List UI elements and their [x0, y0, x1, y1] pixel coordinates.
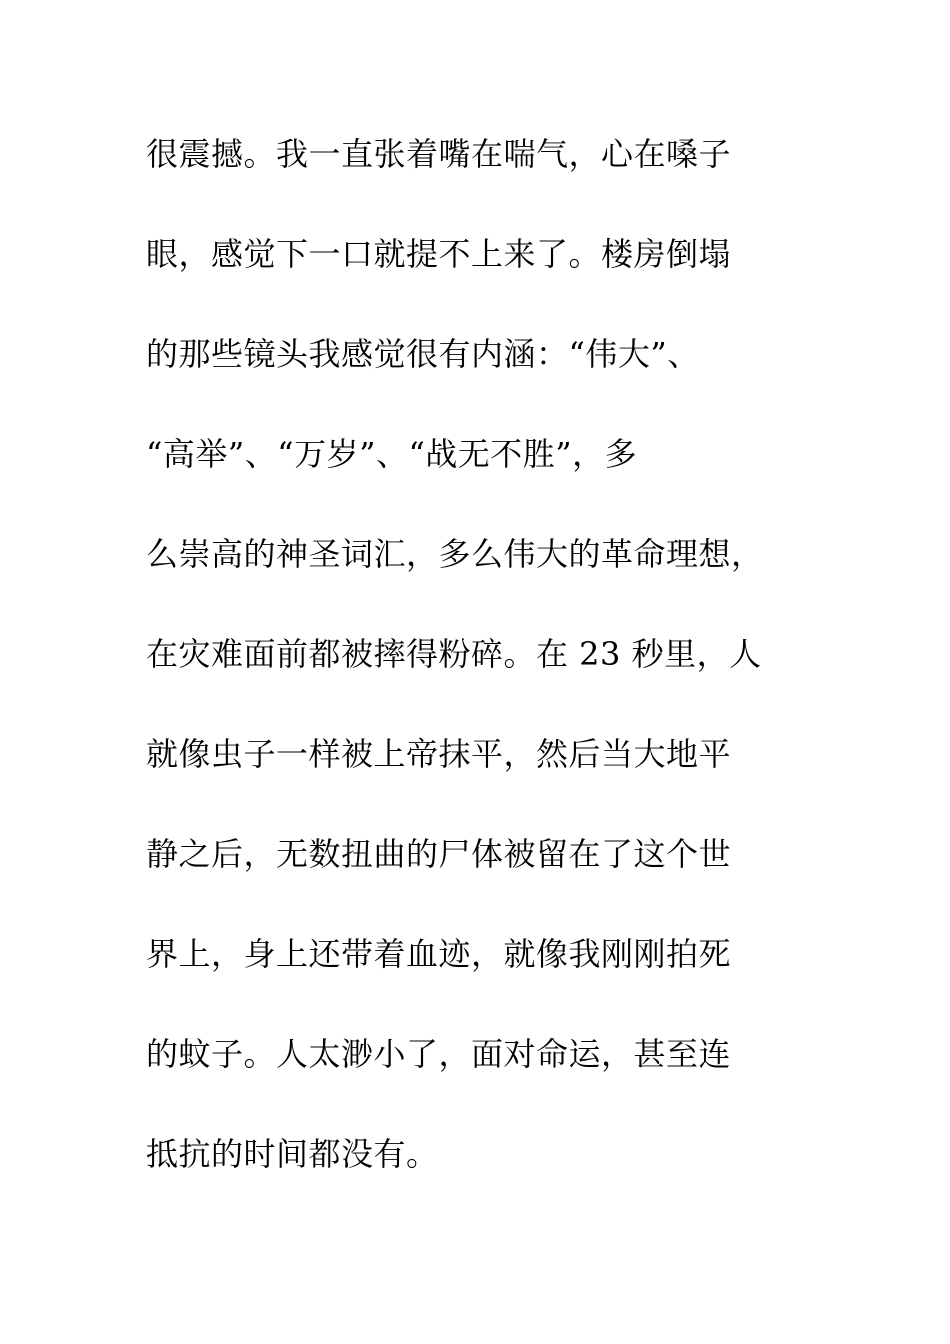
text-line: 界上，身上还带着血迹，就像我刚刚拍死: [146, 935, 732, 973]
text-line: 眼，感觉下一口就提不上来了。楼房倒塌: [146, 235, 732, 273]
text-line: 在灾难面前都被摔得粉碎。在 23 秒里，人: [146, 635, 762, 673]
text-line: 就像虫子一样被上帝抹平，然后当大地平: [146, 735, 732, 773]
body-paragraph: [146, 125, 806, 1225]
text-line: 静之后，无数扭曲的尸体被留在了这个世: [146, 835, 732, 873]
text-line: “高举”、“万岁”、“战无不胜”，多: [146, 435, 638, 473]
text-line: 么崇高的神圣词汇，多么伟大的革命理想，: [146, 535, 764, 573]
text-line: 的那些镜头我感觉很有内涵：“伟大”、: [146, 335, 700, 373]
text-line: 很震撼。我一直张着嘴在喘气，心在嗓子: [146, 135, 732, 173]
text-line: 抵抗的时间都没有。: [146, 1135, 439, 1173]
text-line: 的蚊子。人太渺小了，面对命运，甚至连: [146, 1035, 732, 1073]
